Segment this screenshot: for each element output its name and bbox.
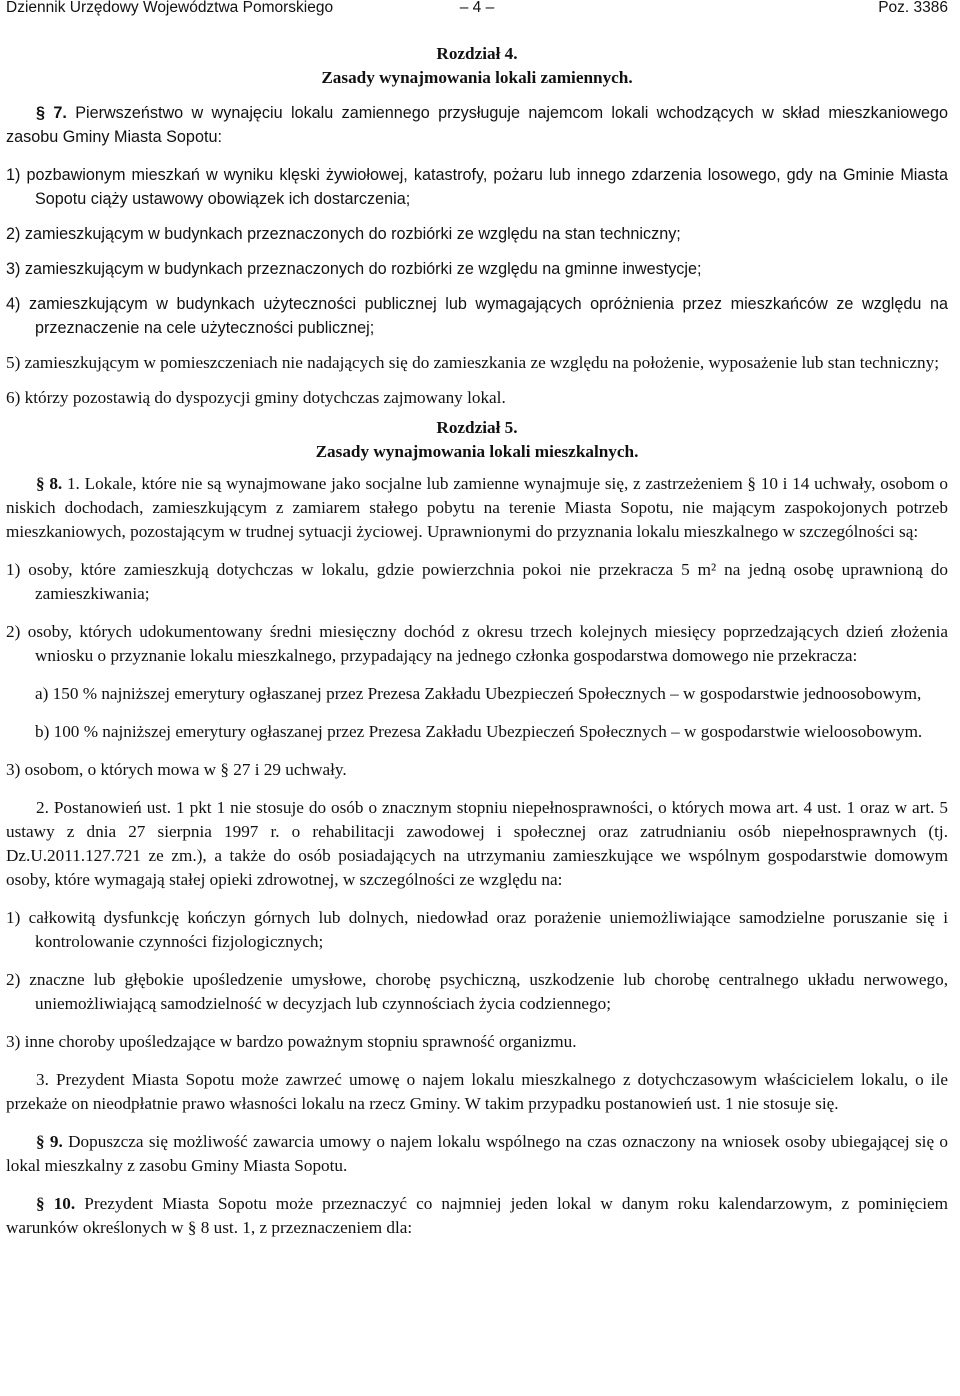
paragraph-7-number: § 7. [36, 104, 67, 122]
chapter-5-title: Rozdział 5. [436, 418, 518, 437]
header-position: Poz. 3386 [878, 0, 948, 16]
chapter-5-subtitle: Zasady wynajmowania lokali mieszkalnych. [315, 442, 639, 461]
ch5-subitem-b: b) 100 % najniższej emerytury ogłaszanej przez Prezesa Zakładu Ubezpieczeń Społecznych – w gospodarstwie wieloosobowym. [35, 722, 923, 741]
ch4-item-2: 2) zamieszkującym w budynkach przeznaczonych do rozbiórki ze względu na stan techniczny; [6, 225, 681, 243]
ch5-item-2: 2) osoby, których udokumentowany średni miesięczny dochód z okresu trzech kolejnych miesięcy poprzedzających dzień złożenia wniosku o przyznanie lokalu mieszkalnego, przypadający na jednego członka gospodarstwa domowego nie przekracza: [6, 622, 948, 665]
ch4-item-4: 4) zamieszkującym w budynkach użyteczności publicznej lub wymagających opróżnienia przez mieszkańców ze względu na przeznaczenie na cele użyteczności publicznej; [6, 295, 948, 337]
ch5-item-1: 1) osoby, które zamieszkują dotychczas w lokalu, gdzie powierzchnia pokoi nie przekracza 5 m² na jedną osobę uprawnioną do zamieszkiwania; [6, 560, 948, 603]
ch5-health-item-3: 3) inne choroby upośledzające w bardzo poważnym stopniu sprawność organizmu. [6, 1032, 577, 1051]
ch5-health-item-2: 2) znaczne lub głębokie upośledzenie umysłowe, chorobę psychiczną, uszkodzenie lub chorobę centralnego układu nerwowego, uniemożliwiającą samodzielność w decyzjach lub czynnościach życia codziennego; [6, 970, 948, 1013]
ch4-item-5: 5) zamieszkującym w pomieszczeniach nie nadających się do zamieszkania ze względu na położenie, wyposażenie lub stan techniczny; [6, 353, 939, 372]
paragraph-8-2: 2. Postanowień ust. 1 pkt 1 nie stosuje do osób o znacznym stopniu niepełnosprawności, o których mowa art. 4 ust. 1 oraz w art. 5 ustawy z dnia 27 sierpnia 1997 r. o rehabilitacji zawodowej i społecznej oraz zatrudnianiu osób niepełnosprawnych (tj. Dz.U.2011.127.721 ze zm.), a także do osób posiadających na utrzymaniu zamieszkujące we wspólnym gospodarstwie domowym osoby, które wymagają stałej opieki zdrowotnej, w szczególności ze względu na: [6, 798, 948, 889]
paragraph-10-number: § 10. [36, 1194, 76, 1213]
paragraph-9-text: Dopuszcza się możliwość zawarcia umowy o najem lokalu wspólnego na czas oznaczony na wniosek osoby ubiegającej się o lokal mieszkalny z zasobu Gminy Miasta Sopotu. [6, 1132, 948, 1175]
ch4-item-3: 3) zamieszkującym w budynkach przeznaczonych do rozbiórki ze względu na gminne inwestycje; [6, 260, 702, 278]
paragraph-8-number: § 8. [36, 474, 63, 493]
paragraph-8-1 [6, 472, 948, 544]
paragraph-9-number: § 9. [36, 1132, 63, 1151]
header-journal-title: Dziennik Urzędowy Województwa Pomorskiego [6, 0, 334, 16]
paragraph-8-3: 3. Prezydent Miasta Sopotu może zawrzeć umowę o najem lokalu mieszkalnego z dotychczasowym właścicielem lokalu, o ile przekaże on nieodpłatnie prawo własności lokalu na rzecz Gminy. W takim przypadku postanowień ust. 1 nie stosuje się. [6, 1070, 948, 1113]
chapter-4-subtitle: Zasady wynajmowania lokali zamiennych. [321, 68, 633, 87]
paragraph-10 [6, 1192, 948, 1240]
page-header [6, 0, 948, 20]
ch4-item-1: 1) pozbawionym mieszkań w wyniku klęski żywiołowej, katastrofy, pożaru lub innego zdarzenia losowego, gdy na Gminie Miasta Sopotu ciąży ustawowy obowiązek ich dostarczenia; [6, 166, 948, 208]
ch5-subitem-a: a) 150 % najniższej emerytury ogłaszanej przez Prezesa Zakładu Ubezpieczeń Społecznych – w gospodarstwie jednoosobowym, [35, 684, 922, 703]
document-body [6, 42, 948, 1240]
chapter-4-title: Rozdział 4. [436, 44, 518, 63]
ch5-item-3: 3) osobom, o których mowa w § 27 i 29 uchwały. [6, 760, 347, 779]
paragraph-7-text: Pierwszeństwo w wynajęciu lokalu zamiennego przysługuje najemcom lokali wchodzących w skład mieszkaniowego zasobu Gminy Miasta Sopotu: [6, 104, 948, 146]
header-page-number: – 4 – [459, 0, 495, 16]
ch5-health-item-1: 1) całkowitą dysfunkcję kończyn górnych lub dolnych, niedowład oraz porażenie uniemożliwiające samodzielne poruszanie się i kontrolowanie czynności fizjologicznych; [6, 908, 948, 951]
ch4-item-6: 6) którzy pozostawią do dyspozycji gminy dotychczas zajmowany lokal. [6, 388, 506, 407]
paragraph-8-1-text: 1. Lokale, które nie są wynajmowane jako socjalne lub zamienne wynajmuje się, z zastrzeżeniem § 10 i 14 uchwały, osobom o niskich dochodach, zamieszkującym z zamiarem stałego pobytu na terenie Miasta Sopotu, nie mającym zaspokojonych potrzeb mieszkaniowych, pozostającym w trudnej sytuacji życiowej. Uprawnionymi do przyznania lokalu mieszkalnego w szczególności są: [6, 474, 948, 541]
paragraph-9 [6, 1130, 948, 1178]
paragraph-7 [6, 101, 948, 149]
paragraph-10-text: Prezydent Miasta Sopotu może przeznaczyć co najmniej jeden lokal w danym roku kalendarzowym, z pominięciem warunków określonych w § 8 ust. 1, z przeznaczeniem dla: [6, 1194, 949, 1237]
